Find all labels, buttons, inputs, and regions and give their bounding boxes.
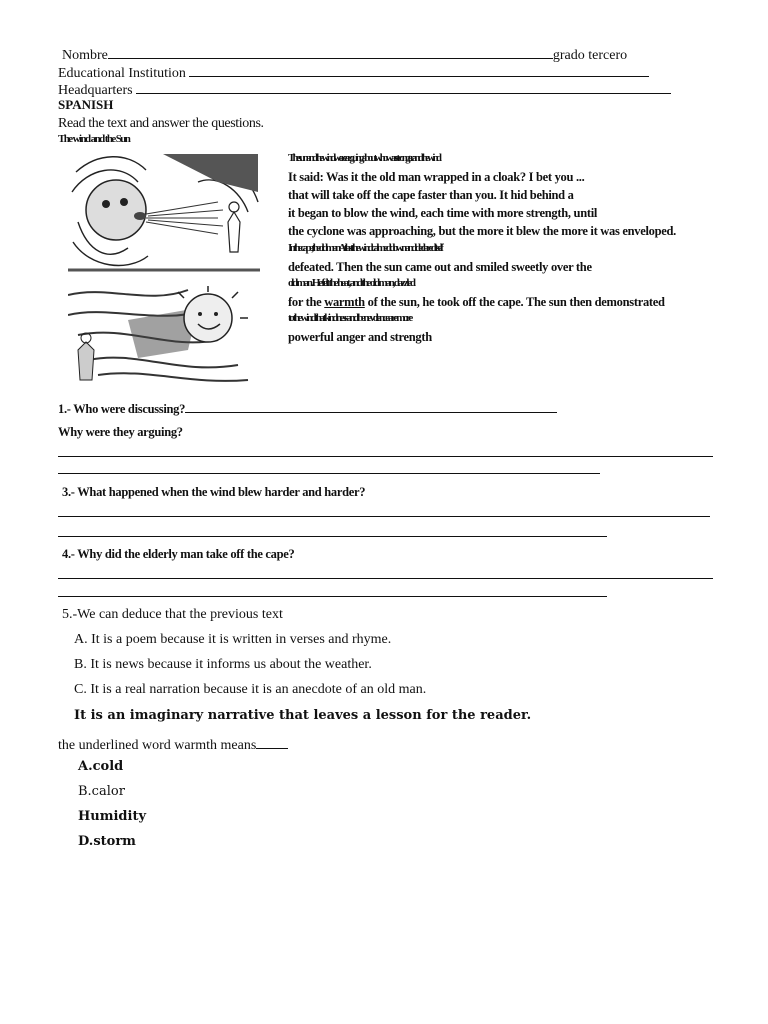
q5-option-a[interactable]: A. It is a poem because it is written in verses and rhyme. [74,632,392,647]
story-line-4: it began to blow the wind, each time with more strength, until [288,206,598,220]
question-1-row [58,400,557,416]
story-line-9-start: for the [288,295,325,309]
q5-option-d[interactable]: It is an imaginary narrative that leaves a lesson for the reader. [74,708,532,723]
subject-title: SPANISH [58,97,114,112]
underlined-word-warmth: warmth [324,295,365,309]
institution-blank[interactable] [189,63,649,77]
text-title: The wind and the Sun [58,133,130,145]
question-6-answer-blank[interactable] [256,735,288,749]
question-5: 5.-We can deduce that the previous text [62,607,283,622]
nombre-row [62,45,627,63]
institution-label: Educational Institution [58,66,186,81]
story-line-11: powerful anger and strength [288,330,432,344]
q5-option-b[interactable]: B. It is news because it informs us about the weather. [74,657,372,672]
question-3: 3.- What happened when the wind blew harder and harder? [62,485,366,499]
q5-option-c[interactable]: C. It is a real narration because it is an anecdote of an old man. [74,682,427,697]
answer-line[interactable] [58,596,607,597]
question-6-row [58,735,288,753]
story-line-10: to the wind that kindness and benevolence are more [288,312,411,324]
answer-line[interactable] [58,473,600,474]
story-line-9 [288,296,665,309]
sun-illustration [68,280,252,390]
headquarters-blank[interactable] [136,80,671,94]
q6-option-b[interactable]: B.calor [78,784,125,799]
story-line-7: defeated. Then the sun came out and smiled sweetly over the [288,260,592,274]
story-line-8: old man. He felt the heat, and the old man, dazzled [288,277,414,289]
answer-line[interactable] [58,536,607,537]
story-line-5: the cyclone was approaching, but the more it blew the more it was enveloped. [288,224,676,238]
headquarters-label: Headquarters [58,83,133,98]
headquarters-row [58,80,671,98]
story-line-1: The sun and the wind were arguing about who was stronger and the wind [288,152,440,164]
question-1-answer-blank[interactable] [185,400,557,413]
question-6: the underlined word warmth means [58,738,257,753]
wind-illustration [68,152,260,276]
story-line-9-end: of the sun, he took off the cape. The sun then demonstrated [364,295,665,309]
story-line-6: In the cape, the old man. At last the wind calmed down and declared itself [288,242,442,254]
q6-option-c[interactable]: Humidity [78,809,147,824]
story-line-2: It said: Was it the old man wrapped in a cloak? I bet you ... [288,170,585,184]
question-4: 4.- Why did the elderly man take off the cape? [62,547,295,561]
question-2: Why were they arguing? [58,425,183,439]
nombre-label: Nombre [62,48,108,63]
answer-line[interactable] [58,516,710,517]
story-line-3: that will take off the cape faster than you. It hid behind a [288,188,574,202]
q6-option-d[interactable]: D.storm [78,834,136,849]
question-1: 1.- Who were discussing? [58,402,186,416]
nombre-blank[interactable] [108,45,553,59]
q6-option-a[interactable]: A.cold [78,759,124,774]
grado-label: grado tercero [552,48,628,63]
answer-line[interactable] [58,578,713,579]
instruction-text: Read the text and answer the questions. [58,116,264,131]
institution-row [58,63,649,81]
answer-line[interactable] [58,456,713,457]
